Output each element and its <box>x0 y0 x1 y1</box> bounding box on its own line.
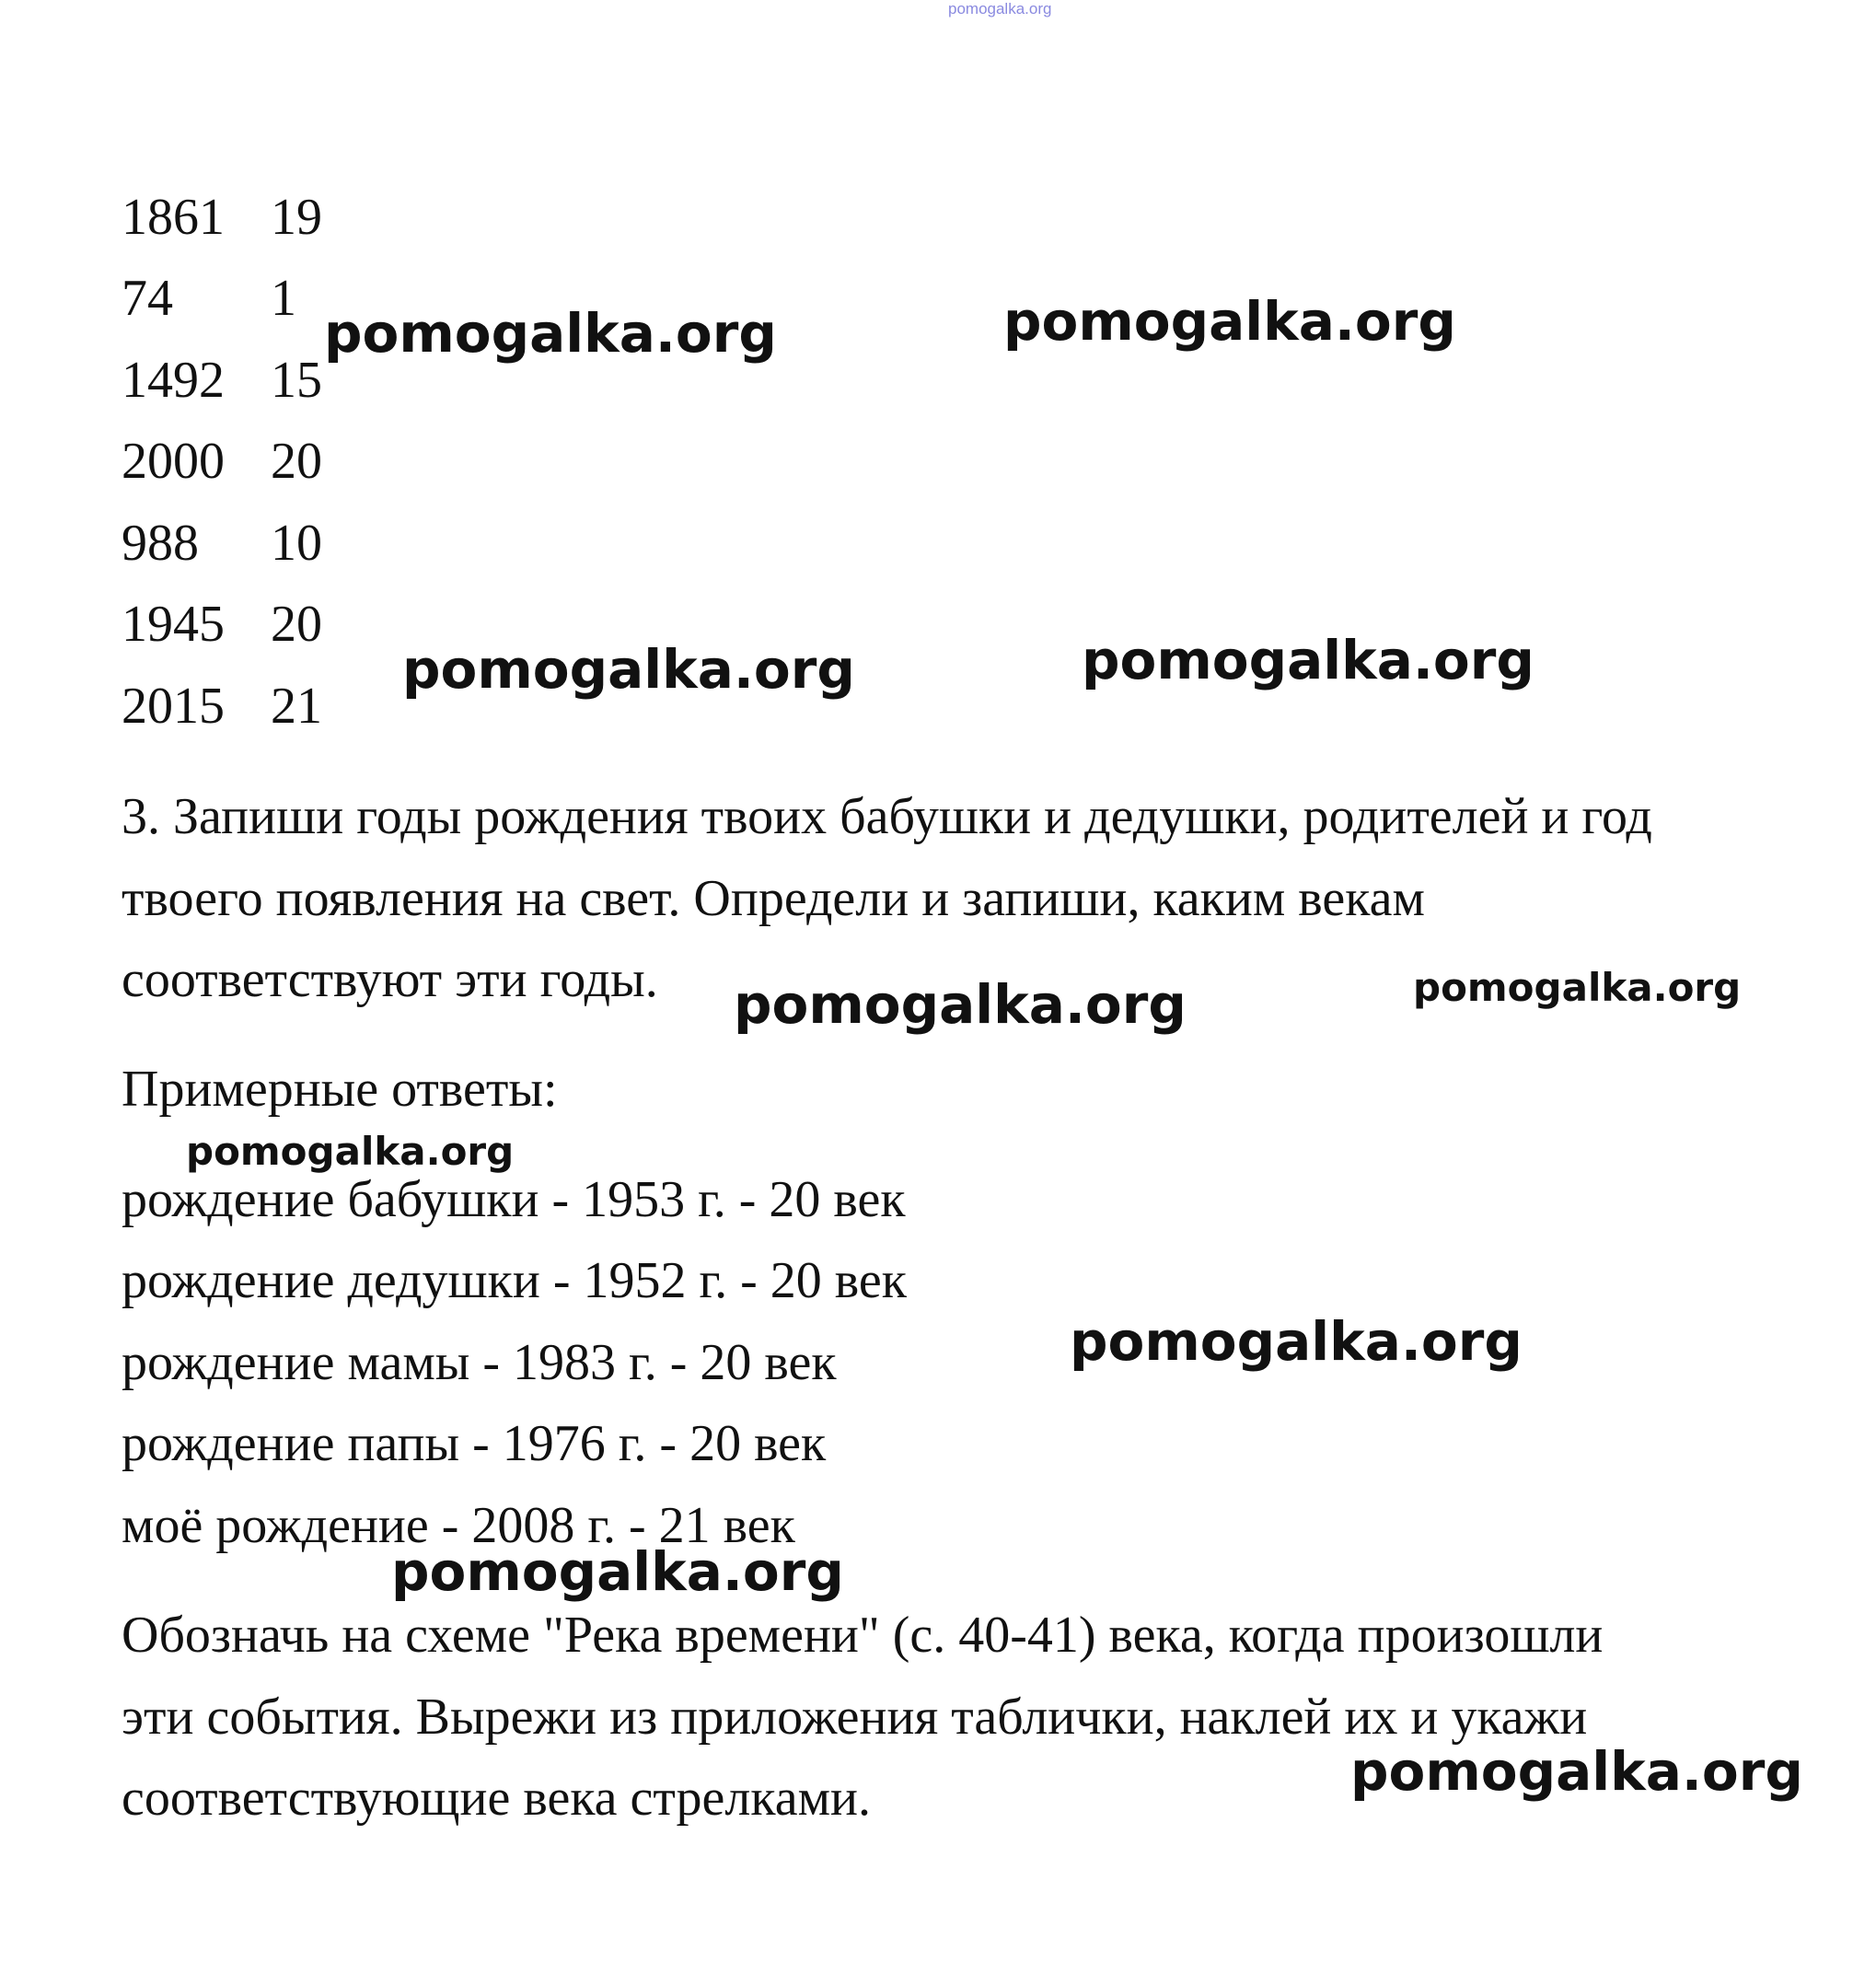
task-3-line: соответствуют эти годы. <box>122 951 658 1008</box>
century-cell: 20 <box>271 433 322 490</box>
watermark: pomogalka.org <box>1350 1740 1803 1803</box>
watermark: pomogalka.org <box>1070 1310 1523 1373</box>
table-row <box>122 433 322 490</box>
watermark: pomogalka.org <box>734 973 1187 1036</box>
watermark: pomogalka.org <box>1082 629 1534 691</box>
answer-line: моё рождение - 2008 г. - 21 век <box>122 1497 795 1554</box>
year-cell: 988 <box>122 515 199 572</box>
answer-line: рождение мамы - 1983 г. - 20 век <box>122 1334 837 1391</box>
watermark: pomogalka.org <box>391 1540 844 1603</box>
century-cell: 20 <box>271 596 322 653</box>
year-cell: 74 <box>122 270 173 327</box>
answer-line: рождение бабушки - 1953 г. - 20 век <box>122 1171 906 1228</box>
year-cell: 2000 <box>122 433 225 490</box>
year-cell: 2015 <box>122 678 225 735</box>
century-cell: 10 <box>271 515 322 572</box>
table-row <box>122 596 322 653</box>
task-3-line: твоего появления на свет. Определи и запиши, каким векам <box>122 870 1425 927</box>
watermark: pomogalka.org <box>402 638 855 701</box>
table-row <box>122 270 296 327</box>
watermark: pomogalka.org <box>324 302 777 365</box>
table-row <box>122 352 322 409</box>
table-row <box>122 678 322 735</box>
watermark: pomogalka.org <box>1003 290 1456 353</box>
task-4-line: Обозначь на схеме "Река времени" (с. 40-41) века, когда произошли <box>122 1607 1604 1664</box>
table-row <box>122 515 322 572</box>
century-cell: 19 <box>271 189 322 246</box>
watermark: pomogalka.org <box>186 1129 515 1174</box>
top-watermark: pomogalka.org <box>948 0 1052 17</box>
answers-heading: Примерные ответы: <box>122 1061 558 1118</box>
century-cell: 15 <box>271 352 322 409</box>
year-cell: 1861 <box>122 189 225 246</box>
task-4-line: эти события. Вырежи из приложения таблички, наклей их и укажи <box>122 1689 1588 1746</box>
task-3-line: 3. Запиши годы рождения твоих бабушки и дедушки, родителей и год <box>122 788 1652 845</box>
table-row <box>122 189 322 246</box>
answer-line: рождение папы - 1976 г. - 20 век <box>122 1415 827 1472</box>
century-cell: 1 <box>271 270 296 327</box>
task-4-line: соответствующие века стрелками. <box>122 1770 871 1827</box>
year-cell: 1945 <box>122 596 225 653</box>
answer-line: рождение дедушки - 1952 г. - 20 век <box>122 1252 907 1309</box>
year-cell: 1492 <box>122 352 225 409</box>
century-cell: 21 <box>271 678 322 735</box>
watermark: pomogalka.org <box>1413 965 1742 1010</box>
